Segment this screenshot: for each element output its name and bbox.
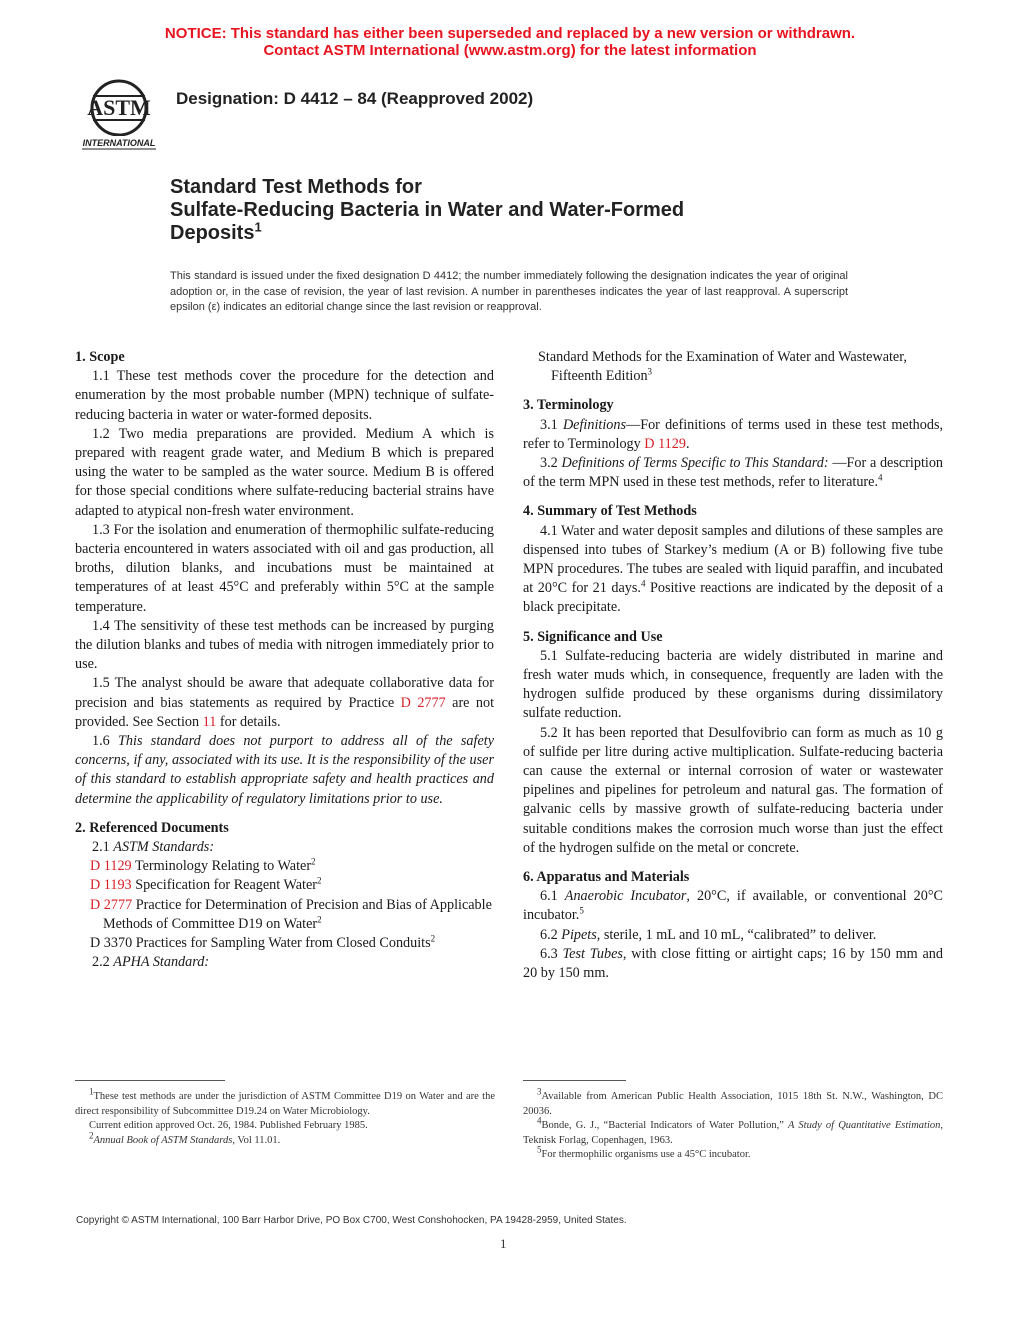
astm-standards-label: 2.1 ASTM Standards: [92,839,215,856]
link-d1193[interactable]: D 1193 [90,877,132,894]
section-referenced-documents [75,819,494,973]
page-number: 1 [500,1236,507,1251]
preamble: This standard is issued under the fixed designation D 4412; the number immediately following the designation indicates the year of original adoption or, in the case of revision, the year of last revision. A number in parentheses indicates the year of last reapproval. A superscript epsilon (ε) indicates an editorial change since the last revision or reapproval. [170,270,848,313]
link-section-11[interactable]: 11 [202,713,217,730]
logo-letters: ASTM [87,95,151,120]
paragraph-5-2: 5.2 It has been reported that Desulfovibrio can form as much as 10 g of sulfide per litre during active multiplication. Sulfate-reducing bacteria can cause the external or internal corrosion of water or wastewater pipelines and pipelines for petroleum and natural gas. The formation of galvanic cells by massive growth of sulfate-reducing bacteria under suitable conditions makes the corrosion much worse than just the effect of the hydrogen sulfide on the metal or concrete. [523,724,943,856]
paragraph-5-1: 5.1 Sulfate-reducing bacteria are widely distributed in marine and fresh water muds which, in consequence, frequently are laden with the hydrogen sulfide produced by these organisms during dissimilatory sulfate reduction. [523,647,943,722]
section-terminology [523,396,943,492]
designation: Designation: D 4412 – 84 (Reapproved 2002) [176,89,534,108]
right-column [523,348,943,983]
paragraph-6-1: 6.1 Anaerobic Incubator, 20°C, if available, or conventional 20°C incubator.$^5$ [523,888,943,924]
link-d1129[interactable]: D 1129 [644,435,686,452]
section-heading: 5. Significance and Use [523,628,663,645]
paragraph-1-6: 1.6 This standard does not purport to address all of the safety concerns, if any, associated with its use. It is the responsibility of the user of this standard to establish appropriate safety and health practices and determine the applicability of regulatory limitations prior to use. [75,733,494,807]
footnotes-left [75,1086,495,1148]
reference-item: D 1129 Terminology Relating to Water$^2$ [90,856,316,875]
title-line-2: Sulfate-Reducing Bacteria in Water and Water-Formed [170,199,685,221]
section-scope [75,348,494,809]
footnote-5: $^5$For thermophilic organisms use a 45°C incubator. [537,1144,751,1160]
apha-reference: Standard Methods for the Examination of Water and Wastewater, Fifteenth Edition$^3$ [538,349,907,385]
footnote-2: $^2$Annual Book of ASTM Standards, Vol 11.01. [89,1130,281,1146]
section-apparatus [523,868,943,983]
title-line-1: Standard Test Methods for [170,176,422,198]
section-heading: 1. Scope [75,349,125,365]
section-summary [523,502,943,617]
link-d1129[interactable]: D 1129 [90,858,132,875]
section-heading: 2. Referenced Documents [75,819,229,836]
footnote-3: $^3$Available from American Public Health Association, 1015 18th St. N.W., Washington, DC 20036. [523,1086,943,1117]
apha-standard-label: 2.2 APHA Standard: [92,954,210,971]
paragraph-4-1: 4.1 Water and water deposit samples and dilutions of these samples are dispensed into tubes of Starkey’s medium (A or B) following five tube MPN procedures. The tubes are sealed with liquid paraffin, and incubated at 20°C for 21 days.$^4$ Positive reactions are indicated by the deposit of a black precipitate. [523,522,943,616]
section-heading: 3. Terminology [523,397,614,414]
reference-item: D 2777 Practice for Determination of Precision and Bias of Applicable Methods of Committee D19 on Water$^2$ [90,896,492,932]
reference-item: D 3370 Practices for Sampling Water from Closed Conduits$^2$ [90,933,436,952]
paragraph-1-5: 1.5 The analyst should be aware that adequate collaborative data for precision and bias statements as required by Practice D 2777 are not provided. See Section 11 for details. [75,675,495,730]
copyright-line: Copyright © ASTM International, 100 Barr Harbor Drive, PO Box C700, West Conshohocken, PA 19428-2959, United States. [76,1215,627,1226]
section-significance [523,628,943,858]
title-line-3: Deposits$^1$ [170,219,262,244]
notice-line-2: Contact ASTM International (www.astm.org) for the latest information [263,42,757,59]
footnote-4: $^4$Bonde, G. J., “Bacterial Indicators of Water Pollution,” A Study of Quantitative Estimation, Teknisk Forlag, Copenhagen, 1963. [523,1115,943,1146]
paragraph-1-4: 1.4 The sensitivity of these test methods can be increased by purging the dilution blanks and tubes of media with nitrogen immediately prior to use. [75,617,494,673]
footnote-1-edition: Current edition approved Oct. 26, 1984. Published February 1985. [89,1120,368,1131]
paragraph-3-1: 3.1 Definitions—For definitions of terms used in these test methods, refer to Terminology D 1129. [523,416,944,452]
footnote-1: $^1$These test methods are under the jurisdiction of ASTM Committee D19 on Water and are the direct responsibility of Subcommittee D19.24 on Water Microbiology. [75,1086,495,1117]
footnote-divider [523,1080,626,1081]
withdrawal-notice [0,25,1020,59]
title-footnote-mark: 1 [254,219,262,235]
link-d2777[interactable]: D 2777 [400,694,446,711]
paragraph-1-1: 1.1 These test methods cover the procedure for the detection and enumeration by the most probable number (MPN) technique of sulfate-reducing bacteria in water or water-formed deposits. [75,368,494,423]
astm-logo [76,76,162,152]
footnote-divider [75,1080,225,1081]
logo-caption: INTERNATIONAL [82,138,156,148]
paragraph-1-3: 1.3 For the isolation and enumeration of thermophilic sulfate-reducing bacteria encountered in waters associated with oil and gas production, all broths, dilution blanks, and incubations must be maintained at temperatures of at least 45°C and preferably within 5°C at the sample temperature. [75,521,494,615]
paragraph-6-2: 6.2 Pipets, sterile, 1 mL and 10 mL, “calibrated” to deliver. [540,926,877,943]
section-heading: 6. Apparatus and Materials [523,869,690,886]
reference-item: D 1193 Specification for Reagent Water$^2$ [90,875,322,894]
footnotes-right [523,1086,943,1163]
paragraph-6-3: 6.3 Test Tubes, with close fitting or airtight caps; 16 by 150 mm and 20 by 150 mm. [523,945,943,982]
paragraph-1-2: 1.2 Two media preparations are provided. Medium A which is prepared with reagent grade water, and Medium B which is prepared using the water to be sampled as the water source. Medium B is offered for those special conditions where sulfate-reducing bacterial strains have adapted to atypical non-fresh water environment. [75,425,494,519]
section-heading: 4. Summary of Test Methods [523,503,697,520]
left-column [75,348,494,973]
paragraph-3-2: 3.2 Definitions of Terms Specific to This Standard: —For a description of the term MPN used in these test methods, refer to literature.$^4$ [523,455,944,491]
astm-logo-icon [76,76,162,152]
link-d2777[interactable]: D 2777 [90,896,133,913]
document-title [170,176,850,245]
notice-line-1: NOTICE: This standard has either been superseded and replaced by a new version or withdrawn. [164,25,856,42]
